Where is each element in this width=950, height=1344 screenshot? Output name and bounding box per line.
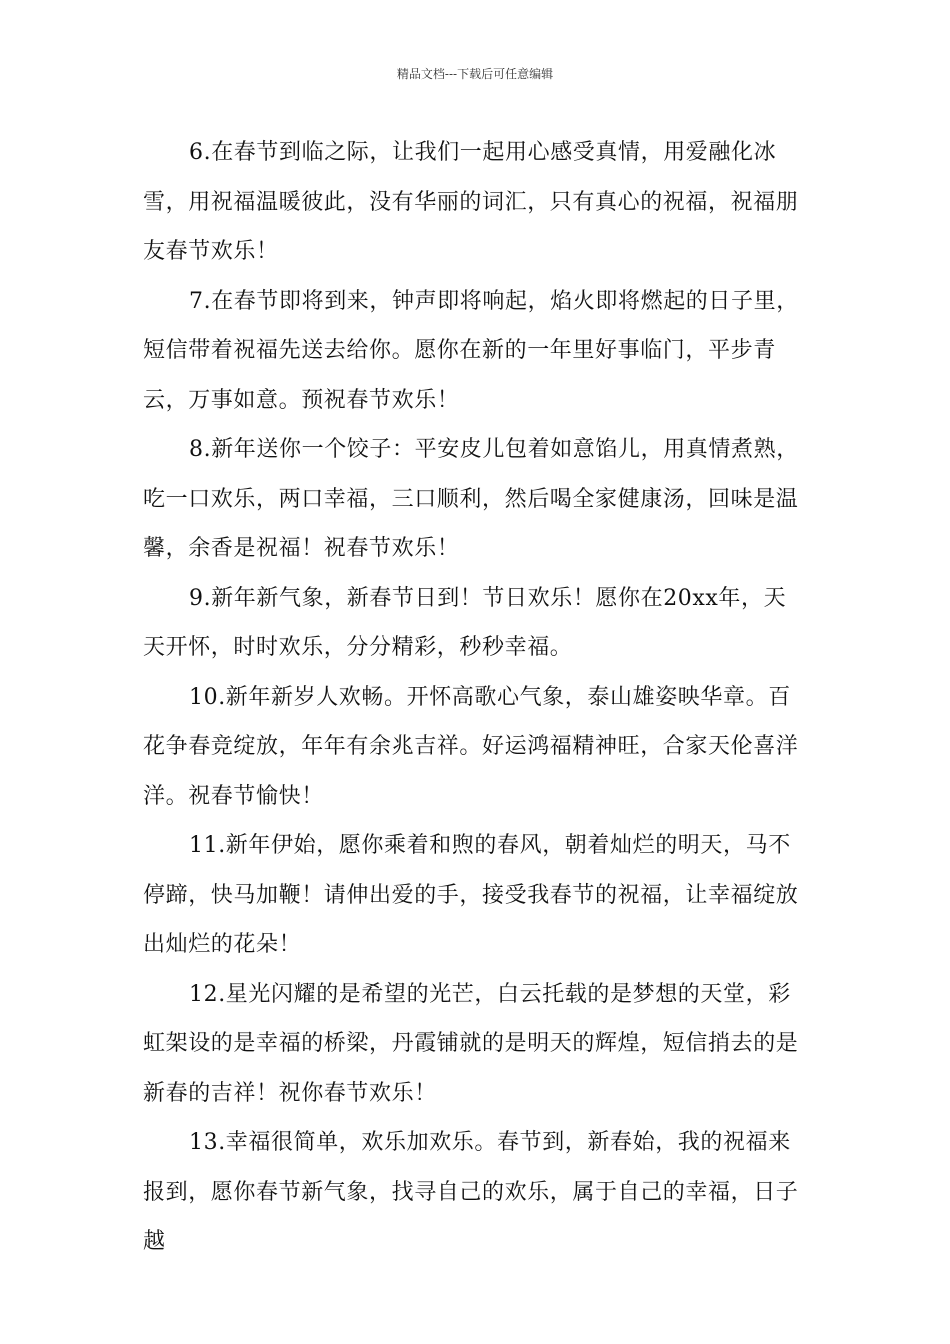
- paragraph-8: 8.新年送你一个饺子：平安皮儿包着如意馅儿，用真情煮熟，吃一口欢乐，两口幸福，三口顺利，然后喝全家健康汤，回味是温馨，余香是祝福！祝春节欢乐！: [143, 437, 799, 561]
- paragraph-9: 9.新年新气象，新春节日到！节日欢乐！愿你在20xx年，天天开怀，时时欢乐，分分精彩，秒秒幸福。: [143, 585, 787, 660]
- paragraph-13: 13.幸福很简单，欢乐加欢乐。春节到，新春始，我的祝福来报到，愿你春节新气象，找寻自己的欢乐，属于自己的幸福，日子越: [143, 1130, 799, 1254]
- paragraph-7: 7.在春节即将到来，钟声即将响起，焰火即将燃起的日子里，短信带着祝福先送去给你。愿你在新的一年里好事临门，平步青云，万事如意。预祝春节欢乐！: [143, 288, 799, 413]
- paragraph-11: 11.新年伊始，愿你乘着和煦的春风，朝着灿烂的明天，马不停蹄，快马加鞭！请伸出爱的手，接受我春节的祝福，让幸福绽放出灿烂的花朵！: [143, 833, 799, 957]
- paragraph-10: 10.新年新岁人欢畅。开怀高歌心气象，泰山雄姿映华章。百花争春竞绽放，年年有余兆吉祥。好运鸿福精神旺，合家天伦喜洋洋。祝春节愉快！: [143, 684, 799, 809]
- paragraph-6: 6.在春节到临之际，让我们一起用心感受真情，用爱融化冰雪，用祝福温暖彼此，没有华丽的词汇，只有真心的祝福，祝福朋友春节欢乐！: [143, 140, 799, 264]
- document-body: [143, 128, 808, 1267]
- paragraph-12: 12.星光闪耀的是希望的光芒，白云托载的是梦想的天堂，彩虹架设的是幸福的桥梁，丹霞铺就的是明天的辉煌，短信捎去的是新春的吉祥！祝你春节欢乐！: [143, 981, 799, 1106]
- page-header: 精品文档---下载后可任意编辑: [396, 67, 554, 81]
